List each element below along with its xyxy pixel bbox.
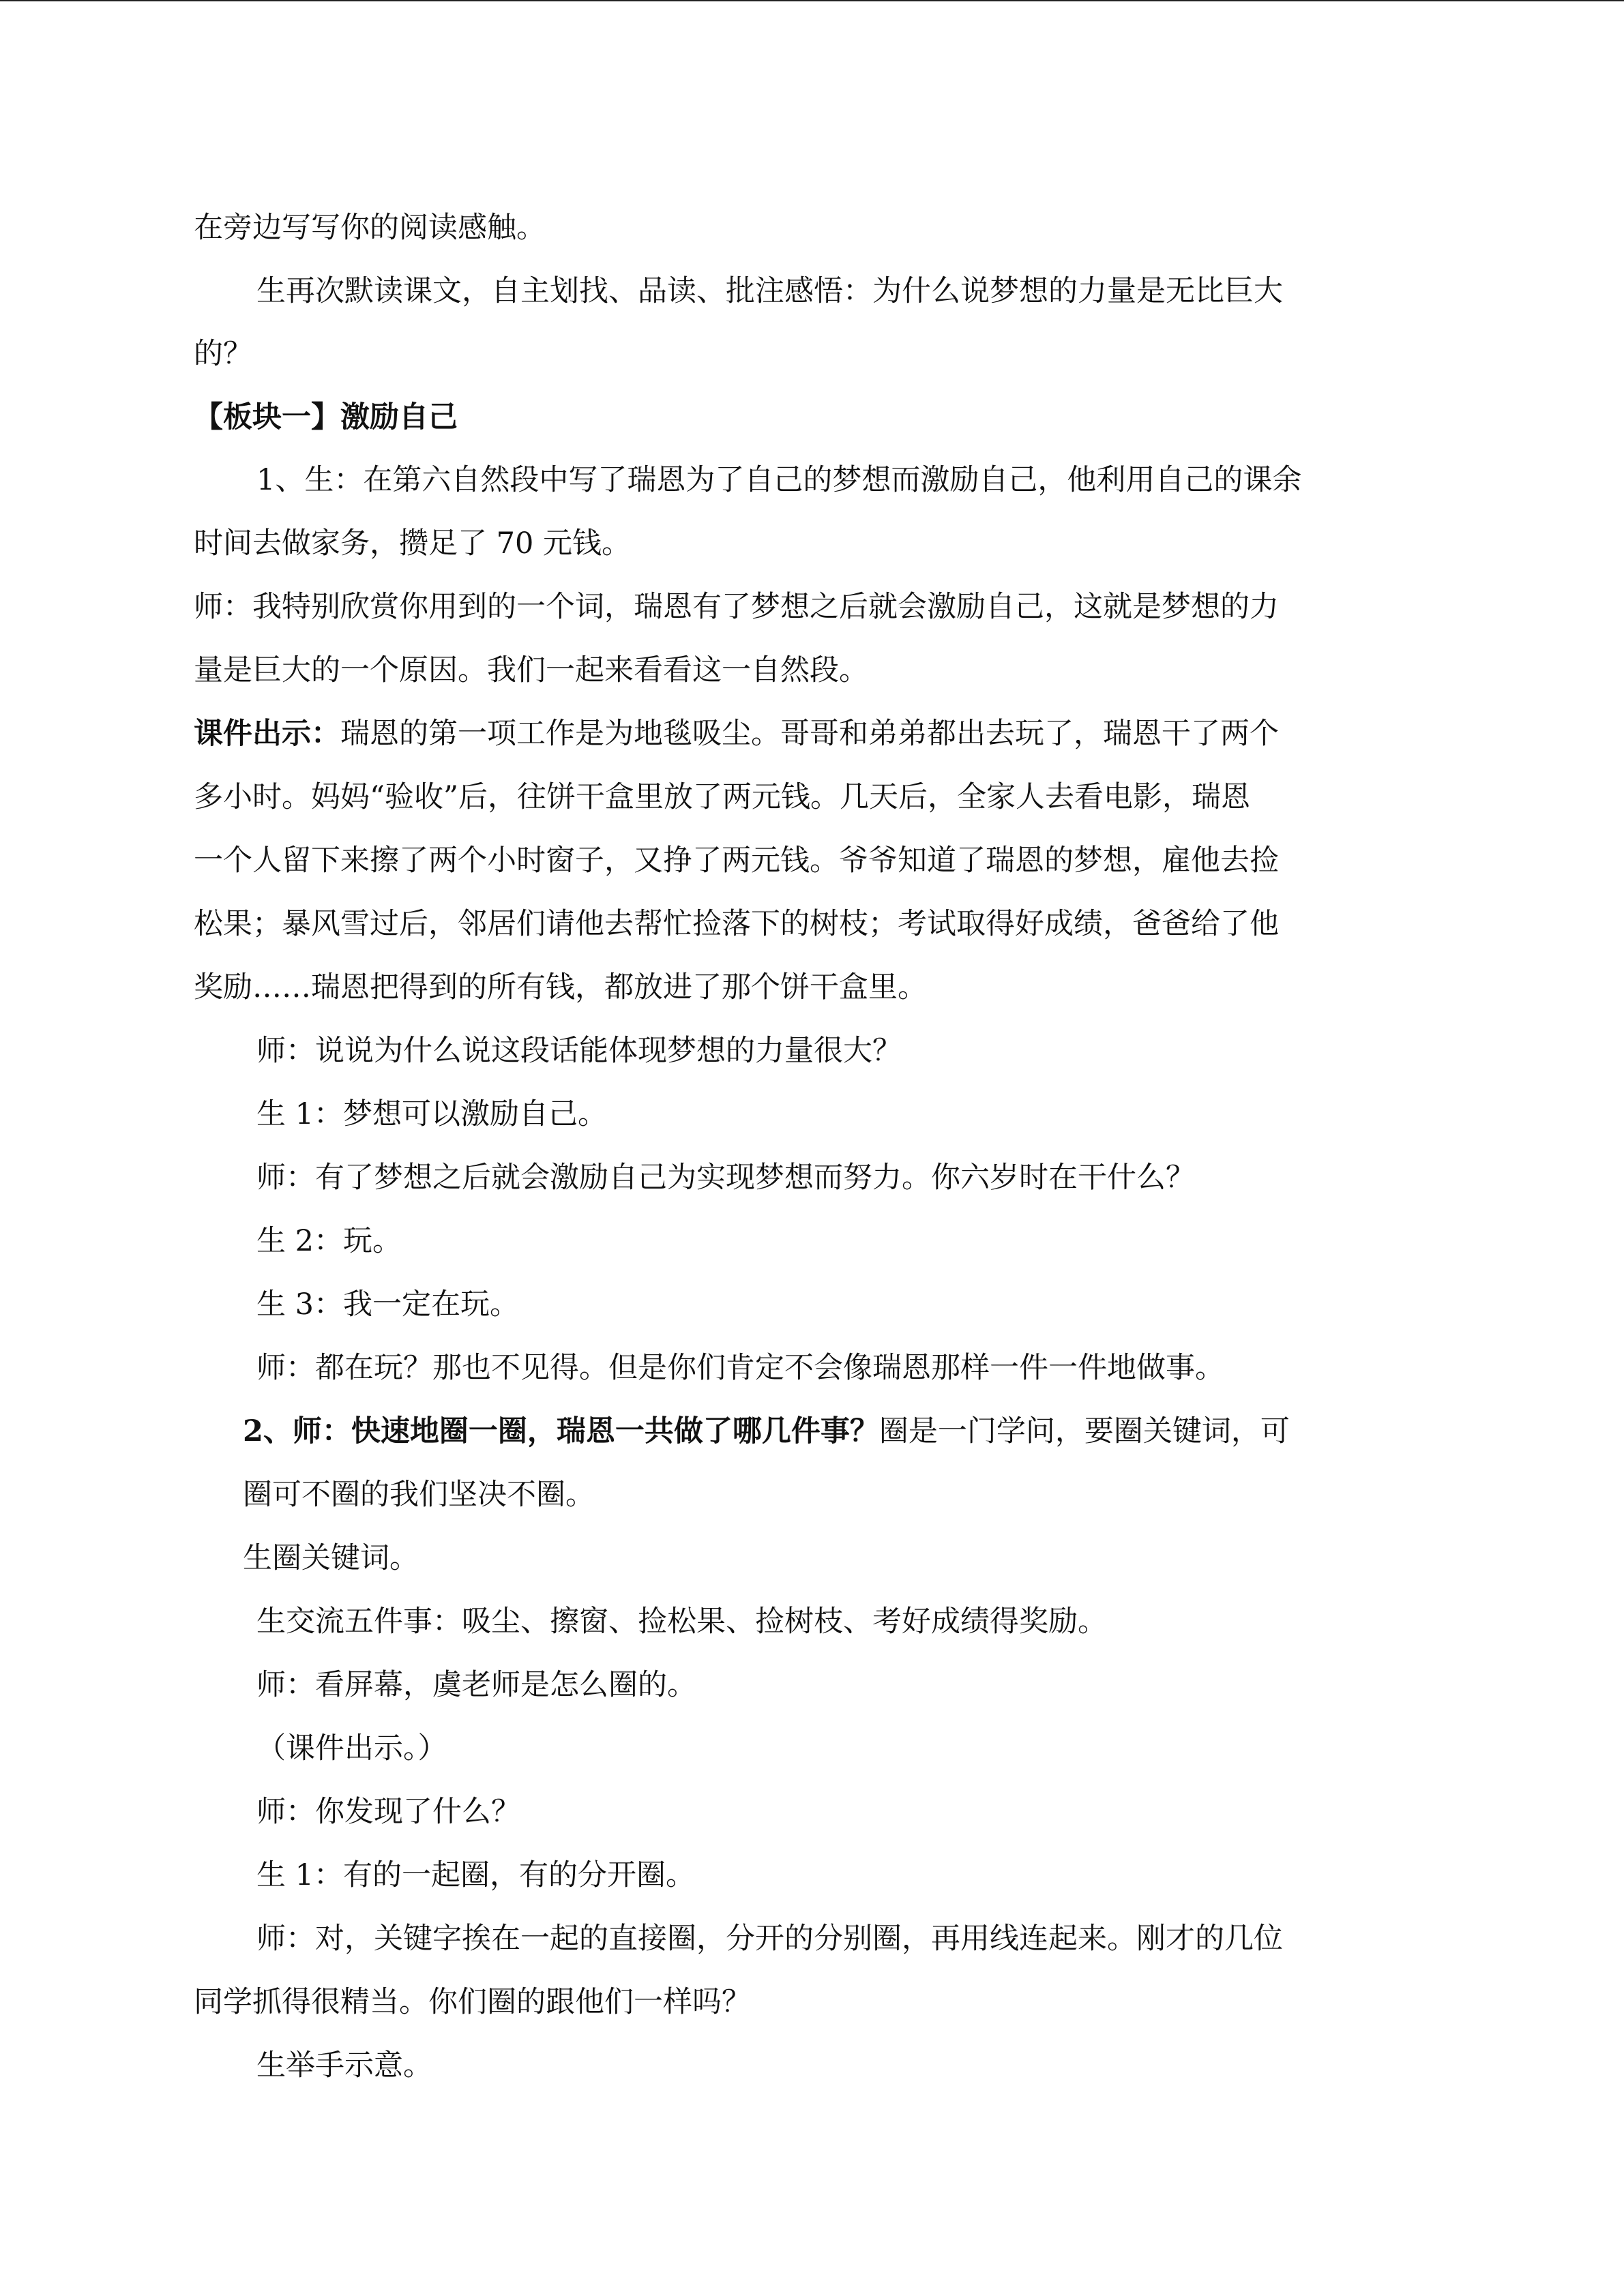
text-line-20 [243,1412,1290,1450]
text-line-13: 奖励……瑞恩把得到的所有钱，都放进了那个饼干盒里。 [194,970,927,1004]
text-line-18: 生 3：我一定在玩。 [256,1287,520,1322]
text-line-17: 生 2：玩。 [256,1224,402,1258]
text-line-10: 多小时。妈妈“验收”后，往饼干盒里放了两元钱。几天后，全家人去看电影，瑞恩 [194,780,1250,814]
text-line-7: 师：我特别欣赏你用到的一个词，瑞恩有了梦想之后就会激励自己，这就是梦想的力 [194,590,1279,624]
text-line-16: 师：有了梦想之后就会激励自己为实现梦想而努力。你六岁时在干什么？ [256,1161,1195,1195]
text-line-21: 圈可不圈的我们坚决不圈。 [243,1478,595,1512]
text-line-5: 1、生：在第六自然段中写了瑞恩为了自己的梦想而激励自己，他利用自己的课余 [256,463,1302,497]
task-instruction: 2、师：快速地圈一圈，瑞恩一共做了哪几件事？ [243,1414,879,1448]
task-text: 圈是一门学问，要圈关键词，可 [879,1414,1290,1448]
text-line-22: 生圈关键词。 [243,1541,419,1575]
courseware-label: 课件出示： [194,717,340,751]
text-line-9 [194,715,1279,753]
text-line-6: 时间去做家务，攒足了 70 元钱。 [194,526,632,561]
text-line-24: 师：看屏幕，虞老师是怎么圈的。 [256,1668,696,1702]
text-line-12: 松果；暴风雪过后，邻居们请他去帮忙捡落下的树枝；考试取得好成绩，爸爸给了他 [194,907,1279,941]
text-line-23: 生交流五件事：吸尘、擦窗、捡松果、捡树枝、考好成绩得奖励。 [256,1605,1107,1639]
text-line-29: 同学抓得很精当。你们圈的跟他们一样吗？ [194,1985,751,2019]
text-line-2: 生再次默读课文，自主划找、品读、批注感悟：为什么说梦想的力量是无比巨大 [256,274,1283,308]
text-line-8: 量是巨大的一个原因。我们一起来看看这一自然段。 [194,653,868,687]
text-line-30: 生举手示意。 [256,2048,432,2083]
text-line-1: 在旁边写写你的阅读感触。 [194,211,546,245]
text-line-14: 师：说说为什么说这段话能体现梦想的力量很大？ [256,1034,902,1068]
text-line-27: 生 1：有的一起圈，有的分开圈。 [256,1858,696,1892]
text-line-19: 师：都在玩？那也不见得。但是你们肯定不会像瑞恩那样一件一件地做事。 [256,1351,1224,1385]
text-line-15: 生 1：梦想可以激励自己。 [256,1097,608,1131]
text-line-11: 一个人留下来擦了两个小时窗子，又挣了两元钱。爷爷知道了瑞恩的梦想，雇他去捡 [194,844,1279,878]
text-line-25: （课件出示。） [256,1731,447,1765]
text-line-26: 师：你发现了什么？ [256,1795,520,1829]
text-line-28: 师：对，关键字挨在一起的直接圈，分开的分别圈，再用线连起来。刚才的几位 [256,1922,1283,1956]
text-line-3: 的？ [194,337,252,371]
section-heading: 【板块一】激励自己 [194,400,458,434]
courseware-text: 瑞恩的第一项工作是为地毯吸尘。哥哥和弟弟都出去玩了，瑞恩干了两个 [340,717,1279,751]
